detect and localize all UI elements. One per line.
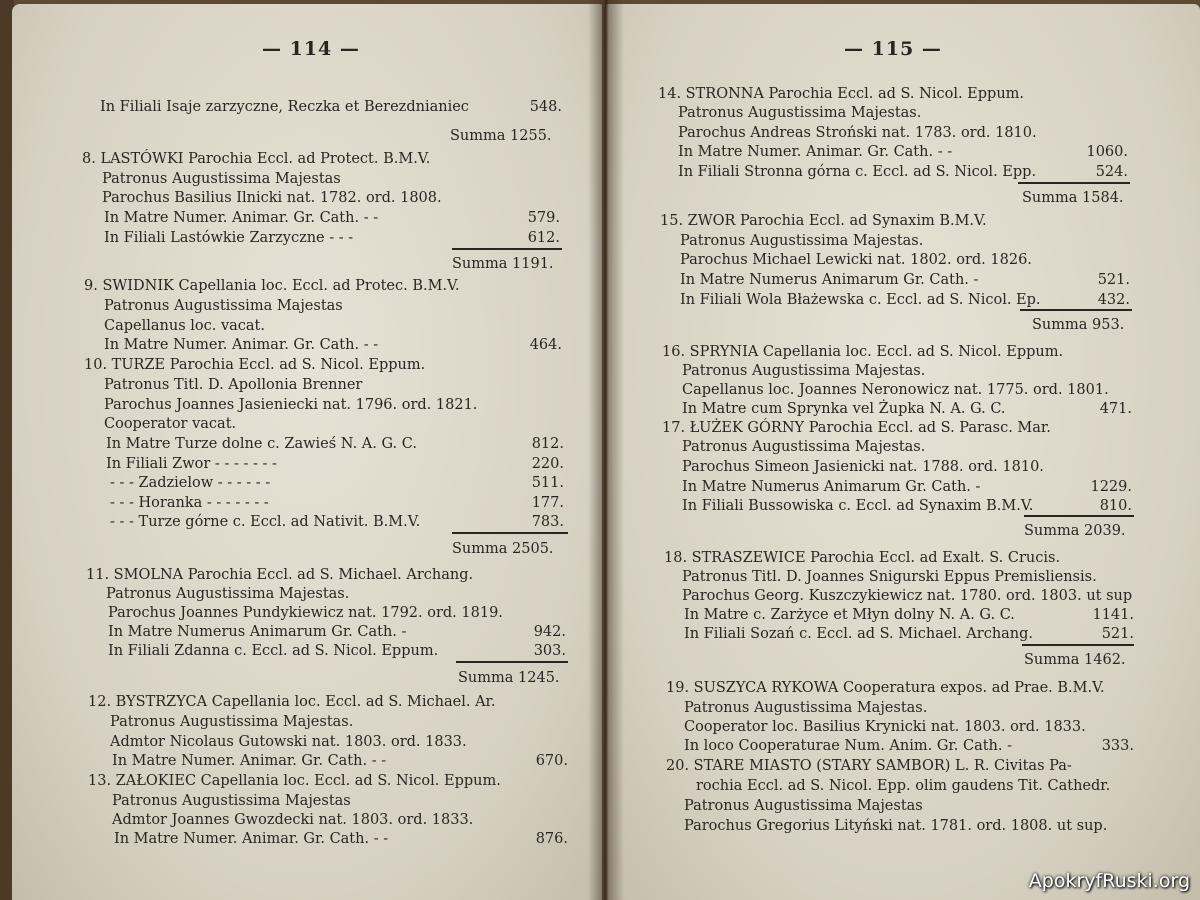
text-line: Patronus Augustissima Majestas [684,798,923,814]
amount: 303. [533,643,566,659]
parish-heading: 16. SPRYNIA Capellania loc. Eccl. ad S. Nicol. Eppum. [662,344,1064,360]
amount: 942. [533,624,566,640]
text-line: Parochus Andreas Stroński nat. 1783. ord. 1810. [678,125,1037,141]
amount: 524. [1095,164,1128,180]
text-line: In Filiali Lastówkie Zarzyczne - - - [104,230,354,246]
amount: 220. [531,456,564,472]
text-line: Parochus Basilius Ilnicki nat. 1782. ord. 1808. [102,190,442,206]
text-line: In Filiali Zwor - - - - - - - [106,456,277,472]
amount: 511. [531,475,564,491]
summa-line: Summa 1255. [450,128,552,144]
text-line: Capellanus loc. Joannes Neronowicz nat. 1775. ord. 1801. [682,382,1109,398]
book-gutter [588,0,624,900]
text-line: Patronus Augustissima Majestas. [682,439,926,455]
watermark: ApokryfRuski.org [1028,870,1190,892]
text-line: In Matre c. Zarżyce et Młyn dolny N. A. G. C. [684,607,1015,623]
parish-heading: 14. STRONNA Parochia Eccl. ad S. Nicol. Eppum. [658,86,1025,102]
text-line: In Filiali Stronna górna c. Eccl. ad S. Nicol. Epp. [678,164,1037,180]
sum-rule [1018,182,1130,184]
text-line: Parochus Georg. Kuszczykiewicz nat. 1780. ord. 1803. ut sup [682,588,1133,604]
parish-heading: 10. TURZE Parochia Eccl. ad S. Nicol. Eppum. [84,357,426,373]
text-line: Parochus Michael Lewicki nat. 1802. ord. 1826. [680,252,1032,268]
amount: 521. [1097,272,1130,288]
parish-heading: 17. ŁUŻEK GÓRNY Parochia Eccl. ad S. Parasc. Mar. [662,420,1051,436]
summa-line: Summa 1462. [1024,652,1126,668]
amount: 1229. [1090,479,1132,495]
text-line: In Matre Numerus Animarum Gr. Cath. - [680,272,979,288]
text-line: In Filiali Sozań c. Eccl. ad S. Michael. Archang. [684,626,1034,642]
page-number: — 114 — [262,38,360,60]
amount: 810. [1099,498,1132,514]
text-line: Patronus Augustissima Majestas. [678,105,922,121]
text-line: - - - Horanka - - - - - - - [110,495,269,511]
text-line: Patronus Augustissima Majestas [112,793,351,809]
amount: 612. [527,230,560,246]
sum-rule [452,248,562,250]
text-line: In Matre Numer. Animar. Gr. Cath. - - [104,337,379,353]
parish-heading: 19. SUSZYCA RYKOWA Cooperatura expos. ad Prae. B.M.V. [666,680,1105,696]
text-line: Parochus Simeon Jasienicki nat. 1788. ord. 1810. [682,459,1044,475]
summa-line: Summa 2505. [452,541,554,557]
amount: 579. [527,210,560,226]
text-line: Admtor Nicolaus Gutowski nat. 1803. ord. 1833. [110,734,467,750]
text-line: In Filiali Zdanna c. Eccl. ad S. Nicol. Eppum. [108,643,439,659]
amount: 1141. [1092,607,1134,623]
text-line: Parochus Gregorius Lityński nat. 1781. ord. 1808. ut sup. [684,818,1108,834]
amount: 177. [531,495,564,511]
text-line: Patronus Augustissima Majestas. [680,233,924,249]
amount: 521. [1101,626,1134,642]
amount: 333. [1101,738,1134,754]
sum-rule [1024,515,1134,517]
amount: 432. [1097,292,1130,308]
sum-rule [1020,309,1132,311]
text-line: Admtor Joannes Gwozdecki nat. 1803. ord. 1833. [112,812,474,828]
parish-heading: 8. LASTÓWKI Parochia Eccl. ad Protect. B.M.V. [82,151,431,167]
text-line: In Matre Numer. Animar. Gr. Cath. - - [114,831,389,847]
left-page [12,4,602,900]
amount: 464. [529,337,562,353]
parish-heading: 13. ZAŁOKIEC Capellania loc. Eccl. ad S. Nicol. Eppum. [88,773,501,789]
text-line: In loco Cooperaturae Num. Anim. Gr. Cath. - [684,738,1012,754]
parish-heading: 20. STARE MIASTO (STARY SAMBOR) L. R. Civitas Pa- [666,758,1072,774]
amount: 1060. [1086,144,1128,160]
parish-heading: 15. ZWOR Parochia Eccl. ad Synaxim B.M.V. [660,213,987,229]
parish-heading: 11. SMOLNA Parochia Eccl. ad S. Michael. Archang. [86,567,474,583]
text-line: Patronus Augustissima Majestas [104,298,343,314]
text-line: In Matre Numer. Animar. Gr. Cath. - - [678,144,953,160]
parish-heading: 18. STRASZEWICE Parochia Eccl. ad Exalt. S. Crucis. [664,550,1061,566]
text-line: Parochus Joannes Jasieniecki nat. 1796. ord. 1821. [104,397,478,413]
amount: 670. [535,753,568,769]
summa-line: Summa 2039. [1024,523,1126,539]
amount: 812. [531,436,564,452]
text-line: In Matre Numerus Animarum Gr. Cath. - [682,479,981,495]
summa-line: Summa 1584. [1022,190,1124,206]
amount: 876. [535,831,568,847]
page-number: — 115 — [844,38,942,60]
text-line: rochia Eccl. ad S. Nicol. Epp. olim gaudens Tit. Cathedr. [696,778,1111,794]
text-line: Patronus Augustissima Majestas. [110,714,354,730]
text-line: In Matre Numer. Animar. Gr. Cath. - - [104,210,379,226]
text-line: - - - Turze górne c. Eccl. ad Nativit. B.M.V. [110,514,421,530]
text-line: In Matre cum Sprynka vel Żupka N. A. G. C. [682,401,1006,417]
text-line: In Filiali Wola Błażewska c. Eccl. ad S. Nicol. Ep. [680,292,1041,308]
text-line: Patronus Titl. D. Apollonia Brenner [104,377,363,393]
summa-line: Summa 953. [1032,317,1125,333]
amount: 471. [1099,401,1132,417]
text-line: In Matre Numer. Animar. Gr. Cath. - - [112,753,387,769]
text-line: In Filiali Isaje zarzyczne, Reczka et Berezdnianiec [100,99,469,115]
sum-rule [456,661,568,663]
text-line: Cooperator vacat. [104,416,237,432]
text-line: Parochus Joannes Pundykiewicz nat. 1792. ord. 1819. [108,605,503,621]
amount: 783. [531,514,564,530]
text-line: - - - Zadzielow - - - - - - [110,475,271,491]
text-line: Patronus Augustissima Majestas. [106,586,350,602]
parish-heading: 12. BYSTRZYCA Capellania loc. Eccl. ad S. Michael. Ar. [88,694,496,710]
text-line: Capellanus loc. vacat. [104,318,265,334]
text-line: In Filiali Bussowiska c. Eccl. ad Synaxim B.M.V. [682,498,1034,514]
parish-heading: 9. SWIDNIK Capellania loc. Eccl. ad Protec. B.M.V. [84,278,460,294]
sum-rule [452,532,568,534]
right-page [606,4,1200,900]
summa-line: Summa 1245. [458,670,560,686]
summa-line: Summa 1191. [452,256,554,272]
text-line: Patronus Augustissima Majestas [102,171,341,187]
text-line: Patronus Titl. D. Joannes Snigurski Eppus Premisliensis. [682,569,1097,585]
amount: 548. [529,99,562,115]
sum-rule [1022,644,1134,646]
text-line: In Matre Turze dolne c. Zawieś N. A. G. C. [106,436,417,452]
text-line: Cooperator loc. Basilius Krynicki nat. 1803. ord. 1833. [684,719,1086,735]
text-line: Patronus Augustissima Majestas. [684,700,928,716]
text-line: In Matre Numerus Animarum Gr. Cath. - [108,624,407,640]
text-line: Patronus Augustissima Majestas. [682,363,926,379]
